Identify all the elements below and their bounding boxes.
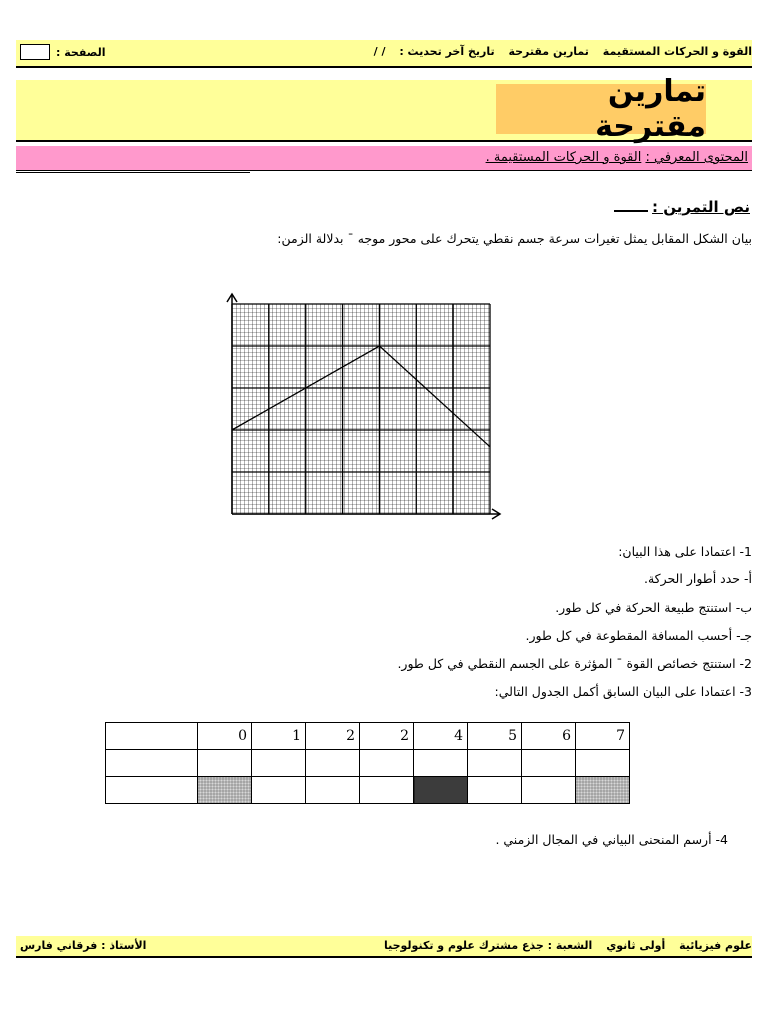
header-update-label: تاريخ آخر تحديث : xyxy=(399,45,495,58)
content-underline xyxy=(16,172,250,173)
table-cell: 7 xyxy=(576,723,630,750)
content-line xyxy=(486,150,748,165)
data-table xyxy=(105,722,630,804)
table-cell: 2 xyxy=(306,723,360,750)
question-1a: أ- حدد أطوار الحركة. xyxy=(643,571,752,586)
table-cell xyxy=(414,750,468,777)
table-cell xyxy=(106,750,198,777)
footer-info xyxy=(374,939,752,952)
table-cell xyxy=(360,750,414,777)
question-2: 2- استنتج خصائص القوة ¯ المؤثرة على الجسم النقطي في كل طور. xyxy=(397,656,752,671)
title-band xyxy=(16,74,752,144)
table-cell: 1 xyxy=(252,723,306,750)
graph-grid xyxy=(232,304,490,514)
header-update-value: / / xyxy=(373,45,386,58)
title-box xyxy=(496,74,706,144)
content-band xyxy=(16,146,752,171)
table-cell: 0 xyxy=(198,723,252,750)
table-cell: 6 xyxy=(522,723,576,750)
grid-fine xyxy=(232,304,490,514)
table-cell: 5 xyxy=(468,723,522,750)
table-cell xyxy=(468,777,522,804)
table-cell xyxy=(414,777,468,804)
table-row xyxy=(106,777,630,804)
footer-level: أولى ثانوي xyxy=(606,939,666,952)
content-value: القوة و الحركات المستقيمة . xyxy=(485,150,642,165)
table-cell: 4 xyxy=(414,723,468,750)
question-4: 4- أرسم المنحنى البياني في المجال الزمني . xyxy=(495,832,728,847)
exercise-heading-blank xyxy=(614,210,648,212)
question-3: 3- اعتمادا على البيان السابق أكمل الجدول التالي: xyxy=(494,684,752,699)
page-label: الصفحة : xyxy=(56,45,106,59)
table-cell xyxy=(360,777,414,804)
table-cell xyxy=(306,777,360,804)
velocity-time-graph xyxy=(224,292,506,524)
table-cell xyxy=(522,777,576,804)
content-label: المحتوى المعرفي : xyxy=(645,150,748,165)
table-cell xyxy=(106,777,198,804)
table-cell xyxy=(106,723,198,750)
table-cell xyxy=(468,750,522,777)
intro-text: بيان الشكل المقابل يمثل تغيرات سرعة جسم نقطي يتحرك على محور موجه ¯ بدلالة الزمن: xyxy=(277,231,752,246)
table-cell xyxy=(252,750,306,777)
exercise-heading xyxy=(614,198,750,216)
table-cell xyxy=(198,777,252,804)
table-cell xyxy=(306,750,360,777)
header-unit: القوة و الحركات المستقيمة xyxy=(602,45,752,58)
table-header-row xyxy=(106,723,630,750)
table-cell xyxy=(576,750,630,777)
table-cell xyxy=(198,750,252,777)
table-cell xyxy=(252,777,306,804)
header-section: تمارين مقترحة xyxy=(508,45,589,58)
page-number-area xyxy=(20,44,105,60)
question-1c: جـ- أحسب المسافة المقطوعة في كل طور. xyxy=(525,628,752,643)
footer-subject: علوم فيزيائية xyxy=(679,939,752,952)
footer-bar xyxy=(16,936,752,958)
header-bar xyxy=(16,40,752,68)
table-cell xyxy=(576,777,630,804)
header-info xyxy=(364,45,752,58)
page-title: تمارين مقترحة xyxy=(595,74,706,144)
table-cell: 2 xyxy=(360,723,414,750)
question-1b: ب- استنتج طبيعة الحركة في كل طور. xyxy=(555,600,752,615)
table-cell xyxy=(522,750,576,777)
question-1: 1- اعتمادا على هذا البيان: xyxy=(618,544,752,559)
table-row xyxy=(106,750,630,777)
page-number-box xyxy=(20,44,50,60)
exercise-heading-text: نص التمرين : xyxy=(652,198,750,216)
footer-teacher: الأستاذ : فرقاني فارس xyxy=(20,939,147,952)
footer-branch: الشعبة : جذع مشترك علوم و تكنولوجيا xyxy=(383,939,593,952)
